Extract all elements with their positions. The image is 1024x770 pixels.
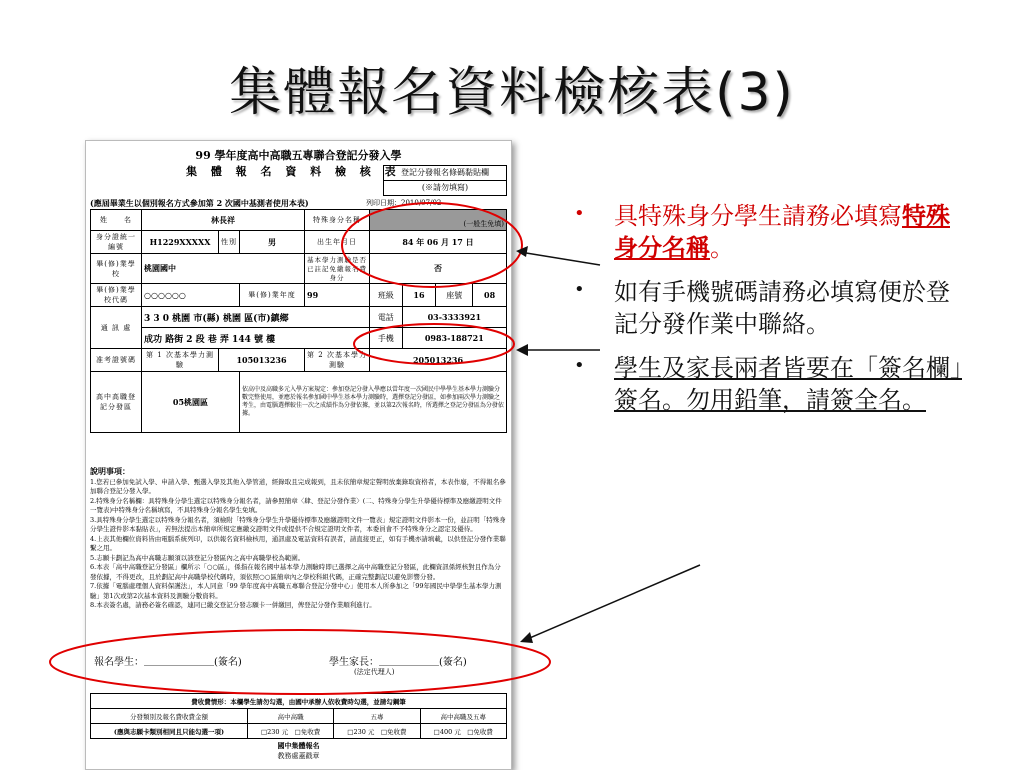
student-signature: 報名學生：＿＿＿＿＿＿＿(簽名) <box>94 657 242 668</box>
fee-cell: □230 元 □免收費 <box>334 724 420 739</box>
fee-cell: □230 元 □免收費 <box>247 724 333 739</box>
footer-line-2: 教務處蓋戳章 <box>277 752 320 760</box>
note-item: 3.具特殊身分學生選定以特殊身分報名者，須檢附「特殊身分學生升學優待標準及應繳證明文件一覽表」規定證明文件影本一份，並註明「特殊身分學生證件影本黏貼表」，若無法提出本簡章所規定應繳交證明文件或提供不合規定證明文件者，本委員會不予特殊身分之認定及優待。 <box>90 515 506 533</box>
signature-highlight <box>50 630 550 694</box>
address-line-2: 成功 路街 2 段 巷 弄 144 號 樓 <box>142 328 370 349</box>
print-date: 列印日期：2010/07/02 <box>366 199 442 207</box>
tel-label: 電話 <box>370 307 403 328</box>
special-value: (一般生免填) <box>370 210 507 231</box>
parent-signature-note: (法定代理人) <box>354 668 395 676</box>
form-heading: 99 學年度高中高職五專聯合登記分發入學 <box>195 149 402 162</box>
class-value: 16 <box>402 284 436 307</box>
school-code-value: ○○○○○○ <box>142 284 240 307</box>
sex-value: 男 <box>240 231 305 254</box>
note-item: 4.上表其他欄位資料皆由電腦系統列印，以供報名資料檢核用，通訊處及電話資料有誤者，請直接更正，如有手機亦請填載，以供登記分發作業聯繫之用。 <box>90 534 506 552</box>
birth-value: 84 年 06 月 17 日 <box>370 231 507 254</box>
form-subtitle: 集 體 報 名 資 料 檢 核 表 <box>186 165 401 178</box>
address-label: 通 訊 處 <box>91 307 142 349</box>
school-code-label: 畢(修)業學校代碼 <box>91 284 142 307</box>
fee-cell: 高中高職及五專 <box>420 709 506 724</box>
class-label: 班級 <box>370 284 403 307</box>
birth-label: 出生年月日 <box>305 231 370 254</box>
basic-value: 否 <box>370 254 507 284</box>
bullet-dot-icon: • <box>574 355 585 376</box>
exam1-value: 105013236 <box>219 349 305 372</box>
seat-label: 座號 <box>436 284 473 307</box>
bullet-list <box>574 200 964 428</box>
arrow-head-3 <box>520 632 533 643</box>
barcode-box-label: 登記分發報名條碼黏貼欄 <box>401 168 489 177</box>
bullet-mobile <box>574 276 964 340</box>
footer-line-1: 國中集體報名 <box>277 741 320 750</box>
fee-cell: 高中高職 <box>247 709 333 724</box>
fee-cell: 五專 <box>334 709 420 724</box>
exam1-label: 第 1 次基本學力測驗 <box>142 349 219 372</box>
note-item: 5.志願卡劃記為高中高職志願須以該登記分發區內之高中高職學校為範圍。 <box>90 553 305 562</box>
mobile-value: 0983-188721 <box>402 328 506 349</box>
year-label: 畢(修)業年度 <box>240 284 305 307</box>
id-value: H1229XXXXX <box>142 231 219 254</box>
special-identity-highlight <box>342 203 522 287</box>
exam2-value: 205013236 <box>370 349 507 372</box>
bullet-text: 具特殊身分學生請務必填寫 <box>614 202 902 230</box>
bullet-dot-icon: • <box>574 203 585 224</box>
special-label: 特殊身分名稱 <box>305 210 370 231</box>
bullet-special-identity <box>574 200 964 264</box>
fee-title: 費收費情形：本欄學生請勿勾選，由國中承辦人依收費時勾選，並請勾鋼筆 <box>91 694 507 709</box>
mobile-label: 手機 <box>370 328 403 349</box>
bullet-text: 學生及家長兩者皆要在「簽名欄」簽名。勿用鉛筆，請簽全名。 <box>614 354 962 414</box>
mobile-highlight <box>354 324 514 364</box>
name-value: 林長祥 <box>142 210 305 231</box>
note-item: 8.本表簽名處，請務必簽名確認，連同已繳交登記分發志願卡一併繳回，俾登記分發作業順利進行。 <box>90 601 376 609</box>
arrow-head-2 <box>516 344 528 356</box>
note-item: 7.依據「電腦處理個人資料保護法」，本人同意「99 學年度高中高職五專聯合登記分發中心」使用本人所參加之「99年國民中學學生基本學力測驗」第1次或第2次基本資料及測驗分數資料。 <box>90 582 502 600</box>
school-value: 桃園國中 <box>142 254 305 284</box>
exam2-label: 第 2 次基本學力測驗 <box>305 349 370 372</box>
barcode-box-note: (※請勿填寫) <box>384 180 506 195</box>
fee-cell: □400 元 □免收費 <box>420 724 506 739</box>
parent-signature: 學生家長：＿＿＿＿＿＿(簽名) <box>329 657 467 668</box>
bullet-emphasis: 特殊身分名稱 <box>614 201 950 262</box>
area-label: 高中高職登記分發區 <box>91 372 142 433</box>
fee-cell: 分發類別及報名費收費金額 <box>91 709 248 724</box>
basic-label: 基本學力測驗是否已註記免繳報名費身分 <box>305 254 370 284</box>
name-label: 姓 名 <box>91 210 142 231</box>
fee-cell: (應與志願卡類別相同且只能勾選一項) <box>91 724 248 739</box>
note-item: 2.特殊身分名稱欄：具特殊身分學生選定以特殊身分報名者，請參照簡章〈肆、登記分發作業〉(二、特殊身分學生升學優待標準及應繳證明文件一覽表)中特殊身分名稱填寫，不具特殊身分報名學生免填。 <box>90 496 502 514</box>
arrow-line-3 <box>525 565 700 640</box>
year-value: 99 <box>305 284 370 307</box>
exam-label: 准考證號碼 <box>91 349 142 372</box>
slide-title: 集體報名資料檢核表(3) <box>229 63 795 123</box>
seat-value: 08 <box>473 284 507 307</box>
bullet-signature <box>574 352 964 416</box>
address-line-1: 3 3 0 桃園 市(縣) 桃園 區(市)鎮鄉 <box>142 307 370 328</box>
bullet-dot-icon: • <box>574 279 585 300</box>
note-item: 1.您若已參加免試入學、申請入學、甄選入學及其他入學管道，經錄取且完成報到，且未依簡章規定聲明放棄錄取資格者，本表作廢，不得報名參加聯合登記分發入學。 <box>90 477 506 495</box>
form-subheading: (應屆畢業生以個別報名方式參加第 2 次國中基測者使用本表) <box>90 198 309 208</box>
school-label: 畢(修)業學校 <box>91 254 142 284</box>
sex-label: 性別 <box>219 231 240 254</box>
id-label: 身分證統一編號 <box>91 231 142 254</box>
notes-title: 說明事項： <box>90 466 130 476</box>
bullet-text-tail: 。 <box>710 234 734 262</box>
bullet-text: 如有手機號碼請務必填寫便於登記分發作業中聯絡。 <box>614 278 950 338</box>
area-value: 05桃園區 <box>142 372 240 433</box>
tel-value: 03-3333921 <box>402 307 506 328</box>
note-item: 6.本表「高中高職登記分發區」欄所示「○○區」，係指在報名國中基本學力測驗時即已選擇之高中高職登記分發區，此欄資訊係經核對且作為分發依據，不得更改，且於劃記高中高職學校代碼時，須依照○○區簡章內之學校科組代碼，正確完整劃記以避免影響分發。 <box>90 563 501 581</box>
area-note: 依高中及高職多元入學方案規定：參加登記分發入學應以當年度一次國民中學學生基本學力測驗分數完整使用，並應於報名參加國中學生基本學力測驗時，選擇登記分發區，如參加兩次學力測驗之考生，由電腦選擇較佳一次之成績作為分發依據，並以第2次報名時，所選擇之登記分發區為分發依據。 <box>240 372 507 433</box>
